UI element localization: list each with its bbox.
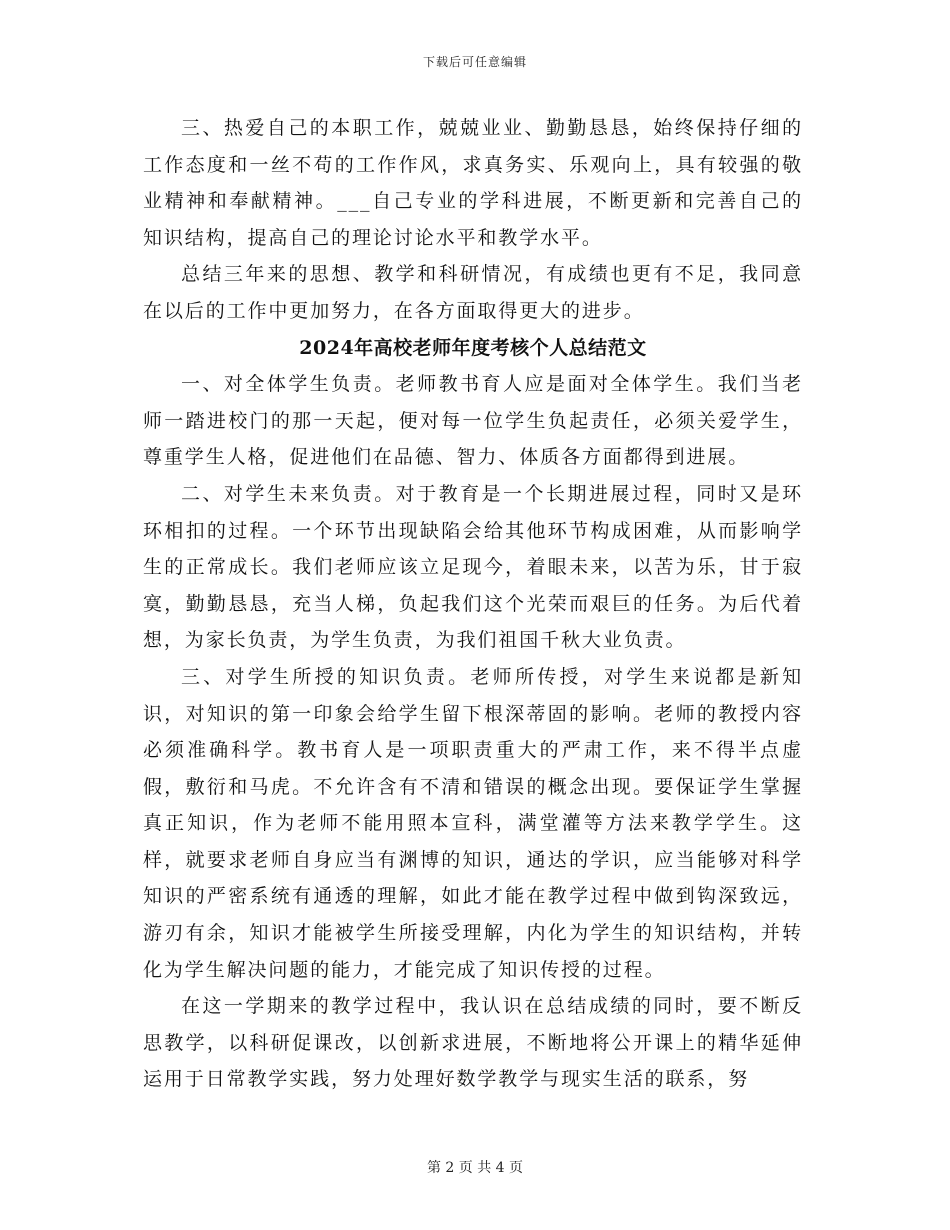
page-footer: 第 2 页 共 4 页 <box>426 1160 524 1176</box>
paragraph-knowledge: 三、对学生所授的知识负责。老师所传授，对学生来说都是新知识，对知识的第一印象会给学生留下根深蒂固的影响。老师的教授内容必须准确科学。教书育人是一项职责重大的严肃工作，来不得半点虚假，敷衍和马虎。不允许含有不清和错误的概念出现。要保证学生掌握真正知识，作为老师不能用照本宣科，满堂灌等方法来教学学生。这样，就要求老师自身应当有渊博的知识，通达的学识，应当能够对科学知识的严密系统有通透的理解，如此才能在教学过程中做到钩深致远，游刃有余，知识才能被学生所接受理解，内化为学生的知识结构，并转化为学生解决问题的能力，才能完成了知识传授的过程。 <box>143 665 803 981</box>
paragraph-reflection: 在这一学期来的教学过程中，我认识在总结成绩的同时，要不断反思教学，以科研促课改，以创新求进展，不断地将公开课上的精华延伸运用于日常教学实践，努力处理好数学教学与现实生活的联系，努 <box>143 995 803 1091</box>
paragraph-dedication: 三、热爱自己的本职工作，兢兢业业、勤勤恳恳，始终保持仔细的工作态度和一丝不苟的工作作风，求真务实、乐观向上，具有较强的敬业精神和奉献精神。___自己专业的学科进展，不断更新和完善自己的知识结构，提高自己的理论讨论水平和教学水平。 <box>143 117 803 249</box>
paragraph-summary: 总结三年来的思想、教学和科研情况，有成绩也更有不足，我同意在以后的工作中更加努力，在各方面取得更大的进步。 <box>143 263 803 322</box>
paragraph-all-students: 一、对全体学生负责。老师教书育人应是面对全体学生。我们当老师一踏进校门的那一天起，便对每一位学生负起责任，必须关爱学生，尊重学生人格，促进他们在品德、智力、体质各方面都得到进展。 <box>143 373 803 469</box>
section-title: 2024年高校老师年度考核个人总结范文 <box>299 336 647 359</box>
paragraph-future: 二、对学生未来负责。对于教育是一个长期进展过程，同时又是环环相扣的过程。一个环节出现缺陷会给其他环节构成困难，从而影响学生的正常成长。我们老师应该立足现今，着眼未来，以苦为乐，甘于寂寞，勤勤恳恳，充当人梯，负起我们这个光荣而艰巨的任务。为后代着想，为家长负责，为学生负责，为我们祖国千秋大业负责。 <box>143 482 803 652</box>
document-body <box>143 110 803 1098</box>
page-header: 下载后可任意编辑 <box>422 55 527 69</box>
